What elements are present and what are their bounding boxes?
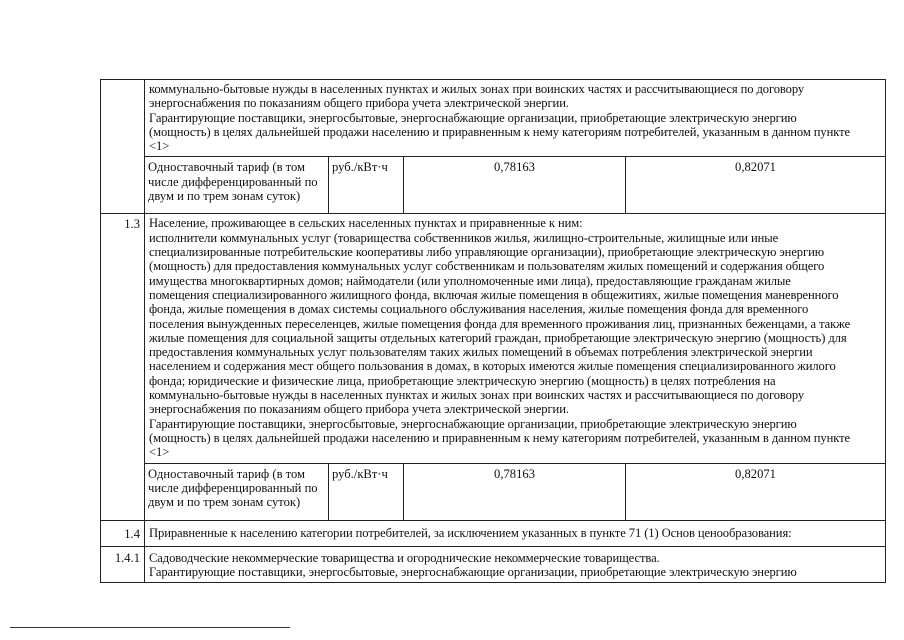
row-body (145, 547, 885, 583)
row-description: Садоводческие некоммерческие товарищества и огороднические некоммерческие товарищества. Гарантирующие поставщики, энергосбытовые, энергоснабжающие организации, приобретающие электрическую энергию (149, 550, 797, 580)
tariff-value-first-half: 0,78163 (404, 464, 626, 520)
row-number (101, 80, 145, 213)
tariff-unit: руб./кВт·ч (329, 464, 404, 520)
row-body (145, 521, 885, 546)
tariff-name: Одноставочный тариф (в том числе дифференцированный по двум и по трем зонам суток) (145, 157, 329, 213)
table-row (101, 214, 885, 520)
tariff-name: Одноставочный тариф (в том числе дифференцированный по двум и по трем зонам суток) (145, 464, 329, 520)
tariff-table (100, 79, 886, 583)
row-number: 1.4 (101, 521, 145, 546)
tariff-line (145, 463, 885, 520)
tariff-line (145, 156, 885, 213)
table-row (101, 521, 885, 547)
row-description: Приравненные к населению категории потребителей, за исключением указанных в пункте 71 (1) Основ ценообразования: (149, 525, 792, 540)
row-number: 1.4.1 (101, 547, 145, 583)
row-number: 1.3 (101, 214, 145, 519)
row-description: Население, проживающее в сельских населенных пунктах и приравненные к ним: исполнители коммунальных услуг (товарищества собственников жилья, жилищно-строительные, жилищные или иные специализированные потребительские кооперативы либо управляющие организации), приобретающие электрическую энергию (мощность) для предоставления коммунальных услуг собственникам и пользователям жилых помещений и содержания общего имущества многоквартирных домов; наймодатели (или уполномоченные ими лица), предоставляющие гражданам жилые помещения специализированного жилищного фонда, включая жилые помещения в общежитиях, жилые помещения маневренного фонда, жилые помещения в домах системы социального обслуживания населения, жилые помещения фонда для временного поселения вынужденных переселенцев, жилые помещения фонда для временного проживания лиц, признанных беженцами, а также жилые помещения для социальной защиты отдельных категорий граждан, приобретающие электрическую энергию (мощность) для предоставления коммунальных услуг пользователям таких жилых помещений в объемах потребления электрической энергии населением и содержания мест общего пользования в домах, в которых имеются жилые помещения специализированного жилого фонда; юридические и физические лица, приобретающие электрическую энергию (мощность) в целях потребления на коммунально-бытовые нужды в населенных пунктах и жилых зонах при воинских частях и рассчитывающиеся по договору энергоснабжения по показаниям общего прибора учета электрической энергии. Гарантирующие поставщики, энергосбытовые, энергоснабжающие организации, приобретающие электрическую энергию (мощность) в целях дальнейшей продажи населению и приравненным к нему категориям потребителей, указанным в данном пункте <1> (149, 216, 851, 460)
row-body (145, 80, 885, 213)
tariff-unit: руб./кВт·ч (329, 157, 404, 213)
tariff-value-second-half: 0,82071 (735, 466, 776, 481)
tariff-value-first-half: 0,78163 (404, 157, 626, 213)
row-body (145, 214, 885, 519)
row-description: коммунально-бытовые нужды в населенных пунктах и жилых зонах при воинских частях и рассчитывающиеся по договору энергоснабжения по показаниям общего прибора учета электрической энергии. Гарантирующие поставщики, энергосбытовые, энергоснабжающие организации, приобретающие электрическую энергию (мощность) в целях дальнейшей продажи населению и приравненным к нему категориям потребителей, указанным в данном пункте <1> (149, 82, 850, 154)
table-row (101, 80, 885, 214)
table-row (101, 547, 885, 584)
tariff-value-second-half: 0,82071 (735, 160, 776, 175)
footnote-divider (10, 627, 290, 628)
